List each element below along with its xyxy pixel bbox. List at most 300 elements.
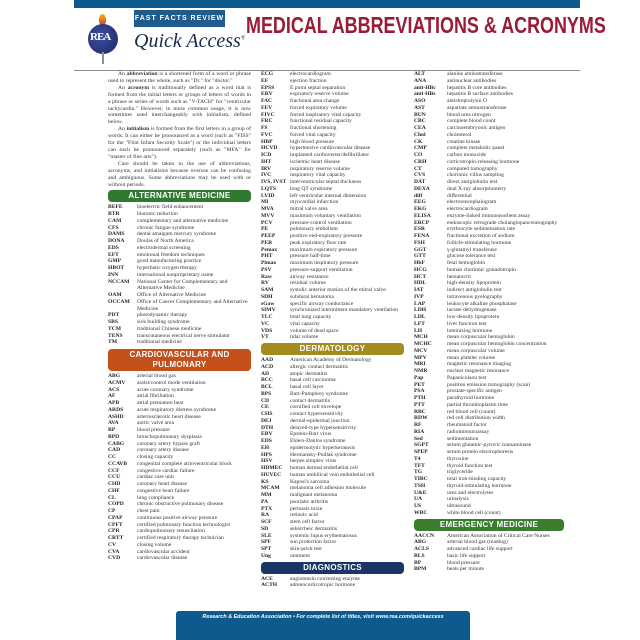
list-item xyxy=(414,112,564,119)
list-item xyxy=(108,468,251,475)
abbreviation: CEA xyxy=(414,125,426,131)
list-item xyxy=(414,436,564,443)
list-item xyxy=(261,145,404,152)
list-item xyxy=(414,314,564,321)
list-item xyxy=(108,258,251,265)
definition: arterial blood gas (reading) xyxy=(447,539,508,546)
abbreviation: ABG xyxy=(414,539,427,546)
list-item xyxy=(414,125,564,132)
list-item xyxy=(261,186,404,193)
definition: chronic obstructive pulmonary disease xyxy=(137,501,224,508)
term: abbreviation xyxy=(126,71,158,77)
abbreviation: IVC xyxy=(261,172,272,179)
text: An xyxy=(118,71,127,77)
list-item xyxy=(414,496,564,503)
list-item xyxy=(261,465,404,472)
definition: myocardial infarction xyxy=(290,199,339,206)
list-item xyxy=(261,172,404,179)
abbreviation: ASO xyxy=(414,98,426,104)
list-item xyxy=(261,438,404,445)
definition: antistreptolysin O xyxy=(447,98,487,104)
definition: red blood cell (count) xyxy=(447,408,496,415)
abbreviation: LFT xyxy=(414,320,425,327)
definition: specific airway conductance xyxy=(290,300,354,307)
footer-text[interactable]: Research & Education Association • For complete list of titles, visit www.rea.com/quickaccess xyxy=(202,614,444,620)
abbreviation: FSH xyxy=(414,239,425,246)
definition: epidermolytic hyperkeratosis xyxy=(290,444,356,451)
abbreviation: OAM xyxy=(108,292,122,299)
list-item xyxy=(261,166,404,173)
list-item xyxy=(261,553,404,560)
list-item xyxy=(261,506,404,513)
list-item xyxy=(261,492,404,499)
list-item xyxy=(108,549,251,556)
abbreviation: MVA xyxy=(261,206,274,212)
abbreviation: CMP xyxy=(414,145,427,152)
abbreviation: RV xyxy=(261,280,269,287)
abbreviation: TENS xyxy=(108,332,123,339)
page-title: MEDICAL ABBREVIATIONS & ACRONYMS xyxy=(246,12,606,38)
abbreviation: EKG xyxy=(414,206,427,212)
definition: basal cell carcinoma xyxy=(290,377,336,384)
abbreviation: LDH xyxy=(414,307,427,314)
definition: cornified cell envelope xyxy=(290,404,342,411)
abbreviation: BLS xyxy=(414,552,425,559)
abbreviation: RDW xyxy=(414,415,428,422)
abbreviation: RBC xyxy=(414,408,426,415)
list-item xyxy=(414,415,564,422)
list-item xyxy=(108,508,251,515)
abbreviation: HBP xyxy=(261,138,273,145)
abbreviation: LH xyxy=(414,327,423,334)
column-3 xyxy=(414,71,564,573)
list-item xyxy=(414,301,564,308)
abbreviation: US xyxy=(414,503,422,509)
abbreviation: PSV xyxy=(261,266,272,273)
definition: herpes simplex virus xyxy=(290,458,337,465)
abbreviation: CV xyxy=(108,541,117,548)
definition: indirect antiglobulin test xyxy=(447,287,502,293)
abbreviation: VT xyxy=(261,334,269,341)
list-item xyxy=(261,334,404,341)
definition: positron emission tomography (scan) xyxy=(447,381,531,388)
abbreviation: CC xyxy=(108,454,117,461)
abbreviation: Chol xyxy=(414,131,426,138)
list-item xyxy=(261,274,404,281)
term: initialism xyxy=(126,126,150,133)
list-item xyxy=(414,132,564,139)
definition: chronic fatigue syndrome xyxy=(137,224,195,231)
list-item xyxy=(108,427,251,434)
definition: inspiratory reserve volume xyxy=(290,165,350,172)
abbreviation: CABG xyxy=(108,440,125,447)
abbreviation: PA xyxy=(261,498,269,505)
abbreviation: HCG xyxy=(414,266,427,273)
definition: arteriosclerotic heart disease xyxy=(137,413,201,420)
abbreviation: WBC xyxy=(414,509,428,516)
abbreviation: GMP xyxy=(108,258,122,265)
abbreviation: HDL xyxy=(414,280,427,287)
abbreviation: BTR xyxy=(108,211,120,218)
list-item xyxy=(414,483,564,490)
definition: ischemic heart disease xyxy=(290,158,341,165)
list-item xyxy=(261,98,404,105)
abbreviation: SPT xyxy=(261,546,272,552)
definition: atopic dermatitis xyxy=(290,370,328,377)
definition: acute coronary syndrome xyxy=(137,386,194,393)
abbreviation: EEG xyxy=(414,199,426,206)
abbreviation: ESR xyxy=(414,226,425,233)
abbreviation: FVC xyxy=(261,131,273,138)
abbreviation: DAMS xyxy=(108,231,125,238)
list-item xyxy=(414,375,564,382)
definition: interventricular septal thickness xyxy=(290,179,362,185)
definition: cardiac care unit xyxy=(137,474,174,481)
column-2 xyxy=(261,71,404,589)
abbreviation: PEEP xyxy=(261,233,276,239)
abbreviation: EBV xyxy=(261,431,273,438)
definition: total iron-binding capacity xyxy=(447,476,507,482)
definition: pressure half-time xyxy=(290,253,331,260)
definition: assist/control mode ventilation xyxy=(137,379,206,386)
list-item xyxy=(108,279,251,293)
definition: psoriatic arthritis xyxy=(290,498,329,505)
definition: total lung capacity xyxy=(290,314,332,320)
list-diagnostics-2 xyxy=(414,71,564,517)
list-item xyxy=(108,312,251,319)
definition: triglyceride xyxy=(447,469,473,476)
definition: luteinizing hormone xyxy=(447,327,493,334)
abbreviation: MVV xyxy=(261,212,275,219)
definition: contact hypersensitivity xyxy=(290,411,344,417)
series-label: Quick Access xyxy=(134,30,241,52)
definition: melanoma cell adhesion molecule xyxy=(290,485,366,492)
definition: skin-prick test xyxy=(290,546,322,552)
definition: intravenous pyelography xyxy=(447,293,503,300)
abbreviation: SGPT xyxy=(414,442,429,449)
definition: Doulas of North America xyxy=(137,238,194,245)
list-item xyxy=(414,560,564,567)
abbreviation: BCL xyxy=(261,384,273,390)
text: An xyxy=(118,84,128,91)
abbreviation: SIMV xyxy=(261,307,276,314)
definition: radioimmunoassay xyxy=(447,428,490,435)
abbreviation: CP xyxy=(108,508,116,515)
fast-facts-badge: FAST FACTS REVIEW xyxy=(134,10,225,27)
definition: blood pressure xyxy=(137,427,170,434)
list-item xyxy=(261,418,404,425)
definition: certified respiratory therapy technician xyxy=(137,535,224,542)
definition: good manufacturing practice xyxy=(137,258,202,265)
list-item xyxy=(261,213,404,220)
list-item xyxy=(261,105,404,112)
abbreviation: BPM xyxy=(414,566,427,573)
list-item xyxy=(414,105,564,112)
definition: contact dermatitis xyxy=(290,397,330,404)
definition: beats per minute xyxy=(447,566,484,573)
definition: dental amalgam mercury syndrome xyxy=(137,231,217,238)
abbreviation: HDMEC xyxy=(261,465,283,471)
list-item xyxy=(414,510,564,517)
abbreviation: BCC xyxy=(261,377,273,384)
abbreviation: OCCAM xyxy=(108,298,130,305)
definition: peak expiratory flow rate xyxy=(290,239,347,246)
list-item xyxy=(261,377,404,384)
abbreviation: anti-HBc xyxy=(414,84,436,91)
list-item xyxy=(108,319,251,326)
abbreviation: FEV xyxy=(261,104,273,111)
list-item xyxy=(108,481,251,488)
definition: Hermansky-Pudlak syndrome xyxy=(290,451,357,458)
list-item xyxy=(414,186,564,193)
abbreviation: ACLS xyxy=(414,546,429,552)
list-item xyxy=(414,152,564,159)
list-item xyxy=(261,479,404,486)
abbreviation: TLC xyxy=(261,314,273,320)
abbreviation: AAD xyxy=(261,357,274,363)
definition: synchronized intermittent mandatory ventilation xyxy=(290,307,398,314)
definition: traditional Chinese medicine xyxy=(137,325,202,332)
abbreviation: FAC xyxy=(261,98,273,104)
definition: volume of dead space xyxy=(290,327,339,334)
abbreviation: AST xyxy=(414,104,425,111)
section-header-alternative-medicine: ALTERNATIVE MEDICINE xyxy=(108,190,251,202)
abbreviation: IRV xyxy=(261,165,272,172)
list-item xyxy=(261,384,404,391)
intro-text xyxy=(108,71,251,188)
list-item xyxy=(108,393,251,400)
definition: electrocardiogram xyxy=(447,206,488,212)
list-item xyxy=(108,434,251,441)
definition: congestive heart failure xyxy=(137,487,190,494)
list-item xyxy=(261,371,404,378)
definition: National Center for Complementary and Alternative Medicine xyxy=(137,278,228,292)
list-item xyxy=(261,280,404,287)
abbreviation: MCHC xyxy=(414,341,432,347)
definition: blood urea nitrogen xyxy=(447,111,491,118)
list-item xyxy=(261,287,404,294)
abbreviation: ASHD xyxy=(108,413,124,420)
definition: carbon monoxide xyxy=(447,152,486,158)
definition: subdural hematoma xyxy=(290,293,334,300)
abbreviation: anti-HBs xyxy=(414,91,436,98)
abbreviation: ABG xyxy=(108,373,121,380)
abbreviation: SPEP xyxy=(414,449,428,455)
abbreviation: CBC xyxy=(414,118,426,125)
abbreviation: APB xyxy=(108,400,120,407)
abbreviation: IVS, IVST xyxy=(261,179,287,185)
definition: direct antiglobulin test xyxy=(447,179,498,185)
definition: glucose tolerance test xyxy=(447,253,496,260)
list-item xyxy=(261,253,404,260)
abbreviation: DEJ xyxy=(261,417,272,424)
abbreviation: ACE xyxy=(261,575,273,582)
abbreviation: RA xyxy=(261,512,270,519)
list-item xyxy=(261,431,404,438)
definition: acute respiratory distress syndrome xyxy=(137,406,217,413)
abbreviation: MI xyxy=(261,199,269,206)
abbreviation: TCM xyxy=(108,325,122,332)
abbreviation: AD xyxy=(261,370,270,377)
list-item xyxy=(414,341,564,348)
abbreviation: CRTT xyxy=(108,535,124,542)
definition: advanced cardiac life support xyxy=(447,546,513,552)
list-item xyxy=(414,253,564,260)
list-item xyxy=(261,526,404,533)
text: is traditionally defined as a word that is formed from the initial letters or groups of letters of words in a phrase or series of words such as "V-TACH" for "ventricular tachycardia." However, in more common usage, it is now sometimes used interchangeably with initialism, defined below. xyxy=(108,84,251,126)
term: acronym xyxy=(127,84,150,91)
abbreviation: EDS xyxy=(108,244,119,251)
abbreviation: EDS xyxy=(261,438,272,444)
abbreviation: AVA xyxy=(108,420,119,427)
abbreviation: LVID xyxy=(261,192,275,199)
definition: nuclear magnetic resonance xyxy=(447,368,510,374)
definition: fractional shortening xyxy=(290,125,337,131)
abbreviation: CVS xyxy=(414,172,426,179)
list-item xyxy=(414,267,564,274)
definition: sedimentation xyxy=(447,435,479,442)
definition: sick building syndrome xyxy=(137,319,190,326)
list-item xyxy=(261,226,404,233)
list-item xyxy=(261,78,404,85)
abbreviation: MCV xyxy=(414,347,428,354)
abbreviation: TSH xyxy=(414,482,426,489)
definition: coronary artery disease xyxy=(137,447,189,454)
list-item xyxy=(108,326,251,333)
abbreviation: BUN xyxy=(414,111,426,118)
list-item xyxy=(414,490,564,497)
abbreviation: HSV xyxy=(261,458,273,465)
definition: coronary artery bypass graft xyxy=(137,440,200,447)
abbreviation: CHS xyxy=(261,411,273,417)
list-item xyxy=(108,333,251,340)
list-diagnostics-1 xyxy=(261,576,404,590)
definition: forced inspiratory vital capacity xyxy=(290,111,362,118)
definition: computed tomography xyxy=(447,165,498,172)
abbreviation: NMR xyxy=(414,368,428,374)
page-header xyxy=(74,8,606,70)
definition: blood pressure xyxy=(447,559,480,566)
top-color-bar xyxy=(74,0,580,8)
list-item xyxy=(414,368,564,375)
definition: aspartate aminotransferase xyxy=(447,104,507,111)
abbreviation: CCF xyxy=(108,467,120,474)
logo-text: REA xyxy=(90,31,111,43)
abbreviation: IAT xyxy=(414,287,424,293)
section-header-dermatology: DERMATOLOGY xyxy=(261,343,404,355)
list-item xyxy=(261,364,404,371)
list-item xyxy=(108,292,251,299)
abbreviation: GGT xyxy=(414,246,427,253)
definition: forced vital capacity xyxy=(290,131,336,138)
definition: leukocyte alkaline phosphatase xyxy=(447,300,517,307)
definition: bronchopulmonary dysplasia xyxy=(137,433,202,440)
definition: follicle-stimulating hormone xyxy=(447,239,512,246)
abbreviation: ACS xyxy=(108,386,120,393)
list-item xyxy=(261,458,404,465)
definition: long QT syndrome xyxy=(290,185,333,192)
abbreviation: KS xyxy=(261,478,269,485)
abbreviation: RF xyxy=(414,422,422,428)
definition: hepatitis B core antibodies xyxy=(447,84,507,91)
abbreviation: Ung xyxy=(261,552,271,559)
list-item xyxy=(414,307,564,314)
abbreviation: ALT xyxy=(414,71,425,77)
list-item xyxy=(261,307,404,314)
list-item xyxy=(261,85,404,92)
abbreviation: PTH xyxy=(414,395,426,401)
definition: parathyroid hormone xyxy=(447,395,495,401)
abbreviation: CCAVB xyxy=(108,460,128,467)
abbreviation: MCAM xyxy=(261,485,280,492)
definition: maximum voluntary ventilation xyxy=(290,212,361,219)
list-item xyxy=(261,546,404,553)
abbreviation: DONA xyxy=(108,238,125,245)
definition: basic life support xyxy=(447,552,486,559)
abbreviation: Raw xyxy=(261,273,272,280)
definition: malignant melanoma xyxy=(290,492,338,498)
abbreviation: PE xyxy=(261,226,269,233)
definition: closing volume xyxy=(137,541,172,548)
definition: mean corpuscular hemoglobin concentration xyxy=(447,341,547,347)
definition: maximum expiratory pressure xyxy=(290,246,358,253)
definition: white blood cell (count) xyxy=(447,509,501,516)
abbreviation: TFT xyxy=(414,462,425,469)
abbreviation: DTH xyxy=(261,424,274,431)
definition: pertussis toxin xyxy=(290,505,323,512)
definition: tidal volume xyxy=(290,334,319,341)
list-item xyxy=(261,179,404,186)
definition: inspiratory vital capacity xyxy=(290,172,346,179)
abbreviation: SAM xyxy=(261,287,274,293)
abbreviation: COPD xyxy=(108,501,124,508)
definition: maximum inspiratory pressure xyxy=(290,260,359,266)
list-item xyxy=(261,321,404,328)
abbreviation: CK xyxy=(414,138,423,145)
list-item xyxy=(414,553,564,560)
list-item xyxy=(108,441,251,448)
list-alternative-medicine xyxy=(108,204,251,346)
list-dermatology xyxy=(261,357,404,560)
list-item xyxy=(414,442,564,449)
abbreviation: ECG xyxy=(261,71,274,77)
abbreviation: HUVEC xyxy=(261,471,282,478)
definition: expiratory reserve volume xyxy=(290,91,349,98)
definition: basal cell layer xyxy=(290,384,324,390)
list-item xyxy=(108,454,251,461)
definition: fractional excretion of sodium xyxy=(447,233,515,239)
list-item xyxy=(108,407,251,414)
definition: coronary heart disease xyxy=(137,481,188,488)
definition: serum glutamic-pyruvic transaminase xyxy=(447,442,532,449)
intro-initialism xyxy=(108,126,251,161)
abbreviation: ERV xyxy=(261,91,273,98)
definition: liver function test xyxy=(447,320,487,327)
definition: traditional medicine xyxy=(137,339,182,346)
definition: Office of Cancer Complementary and Alternative Medicine xyxy=(137,298,248,312)
definition: cardiopulmonary resuscitation xyxy=(137,528,205,535)
list-item xyxy=(108,495,251,502)
abbreviation: CAD xyxy=(108,447,121,454)
definition: stem cell factor xyxy=(290,519,325,525)
definition: bioelectric field enhancement xyxy=(137,204,204,211)
list-item xyxy=(414,463,564,470)
abbreviation: CHF xyxy=(108,487,120,494)
definition: erythrocyte sedimentation rate xyxy=(447,226,516,233)
abbreviation: EFT xyxy=(108,251,119,258)
list-item xyxy=(108,299,251,313)
definition: emotional freedom techniques xyxy=(137,251,205,258)
